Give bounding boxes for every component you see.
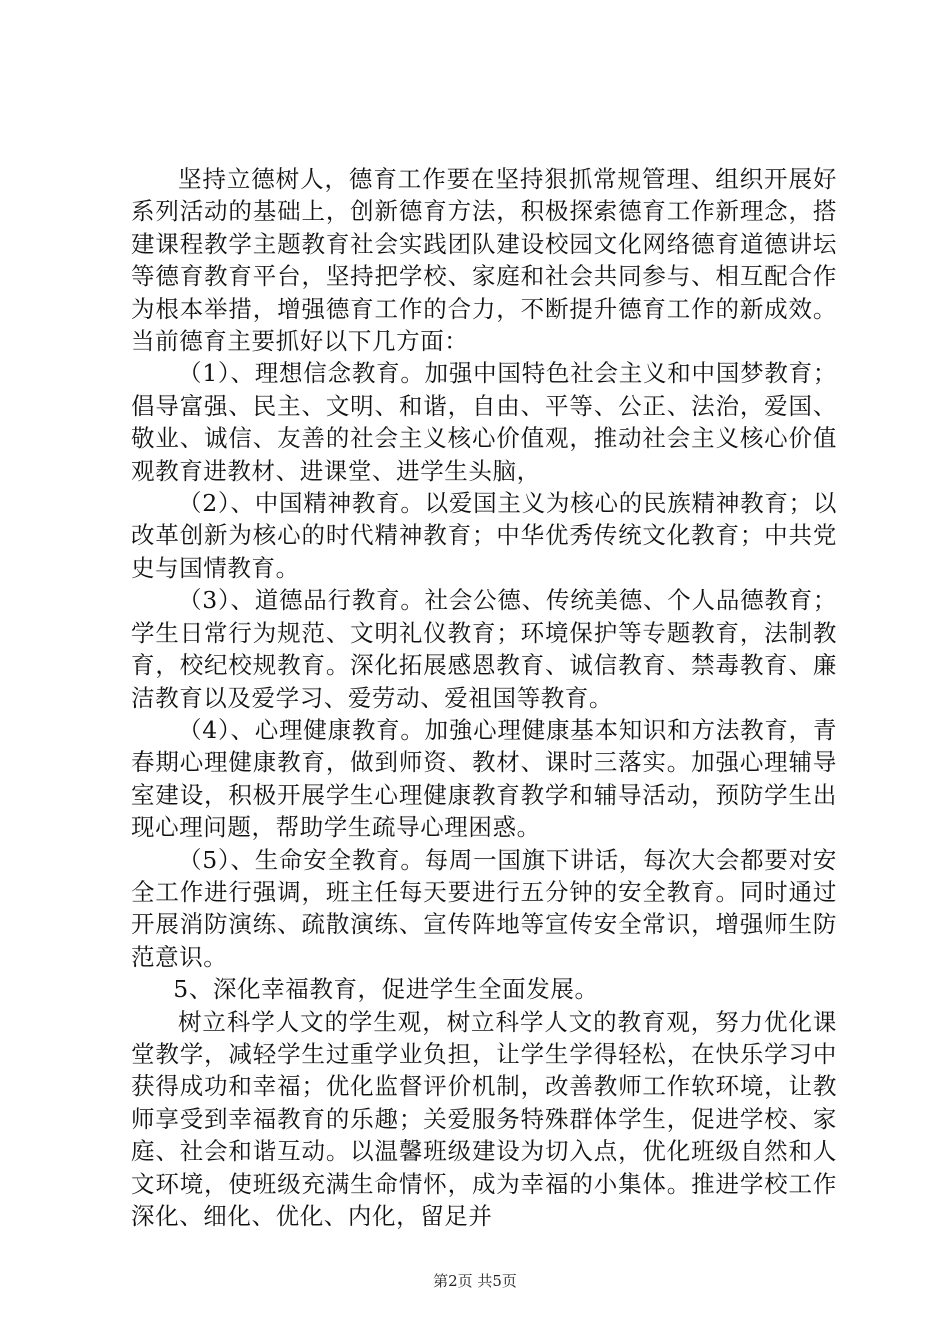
paragraph-mental-health-education: （4）、心理健康教育。加強心理健康基本知识和方法教育，青春期心理健康教育，做到师资、教材、课时三落实。加强心理辅导室建设，积极开展学生心理健康教育教学和辅导活动，预防学生出现心理问题，帮助学生疏导心理困惑。 (131, 715, 837, 842)
paragraph-life-safety-education: （5）、生命安全教育。每周一国旗下讲话，每次大会都要对安全工作进行强调，班主任每天要进行五分钟的安全教育。同时通过开展消防演练、疏散演练、宣传阵地等宣传安全常识，增强师生防范意识。 (131, 845, 837, 971)
paragraph-moral-conduct-education: （3）、道德品行教育。社会公德、传统美德、个人品德教育；学生日常行为规范、文明礼仪教育；环境保护等专题教育，法制教育，校纪校规教育。深化拓展感恩教育、诚信教育、禁毒教育、廉洁教育以及爱学习、爱劳动、爱祖国等教育。 (131, 586, 837, 712)
page-number-footer: 第2页 共5页 (433, 1272, 517, 1290)
paragraph-chinese-spirit-education: （2）、中国精神教育。以爱国主义为核心的民族精神教育；以改革创新为核心的时代精神教育；中华优秀传统文化教育；中共党史与国情教育。 (131, 489, 837, 582)
paragraph-ideal-belief-education: （1）、理想信念教育。加强中国特色社会主义和中国梦教育；倡导富强、民主、文明、和谐，自由、平等、公正、法治，爱国、敬业、诚信、友善的社会主义核心价值观，推动社会主义核心价值观教育进教材、进课堂、进学生头脑， (131, 359, 837, 485)
paragraph-happiness-education: 树立科学人文的学生观，树立科学人文的教育观，努力优化课堂教学，减轻学生过重学业负担，让学生学得轻松，在快乐学习中获得成功和幸福；优化监督评价机制，改善教师工作软环境，让教师享受到幸福教育的乐趣；关爱服务特殊群体学生，促进学校、家庭、社会和谐互动。以温馨班级建设为切入点，优化班级自然和人文环境，使班级充满生命情怀，成为幸福的小集体。推进学校工作深化、细化、优化、内化，留足并 (131, 1007, 837, 1230)
section-heading-happiness-education: 5、深化幸福教育，促进学生全面发展。 (173, 975, 599, 1004)
paragraph-intro: 坚持立德树人，德育工作要在坚持狠抓常规管理、组织开展好系列活动的基础上，创新德育方法，积极探索德育工作新理念，搭建课程教学主题教育社会实践团队建设校园文化网络德育道德讲坛等德育教育平台，坚持把学校、家庭和社会共同参与、相互配合作为根本举措，增强德育工作的合力，不断提升德育工作的新成效。当前德育主要抓好以下几方面： (131, 165, 837, 356)
document-body (131, 163, 837, 1232)
